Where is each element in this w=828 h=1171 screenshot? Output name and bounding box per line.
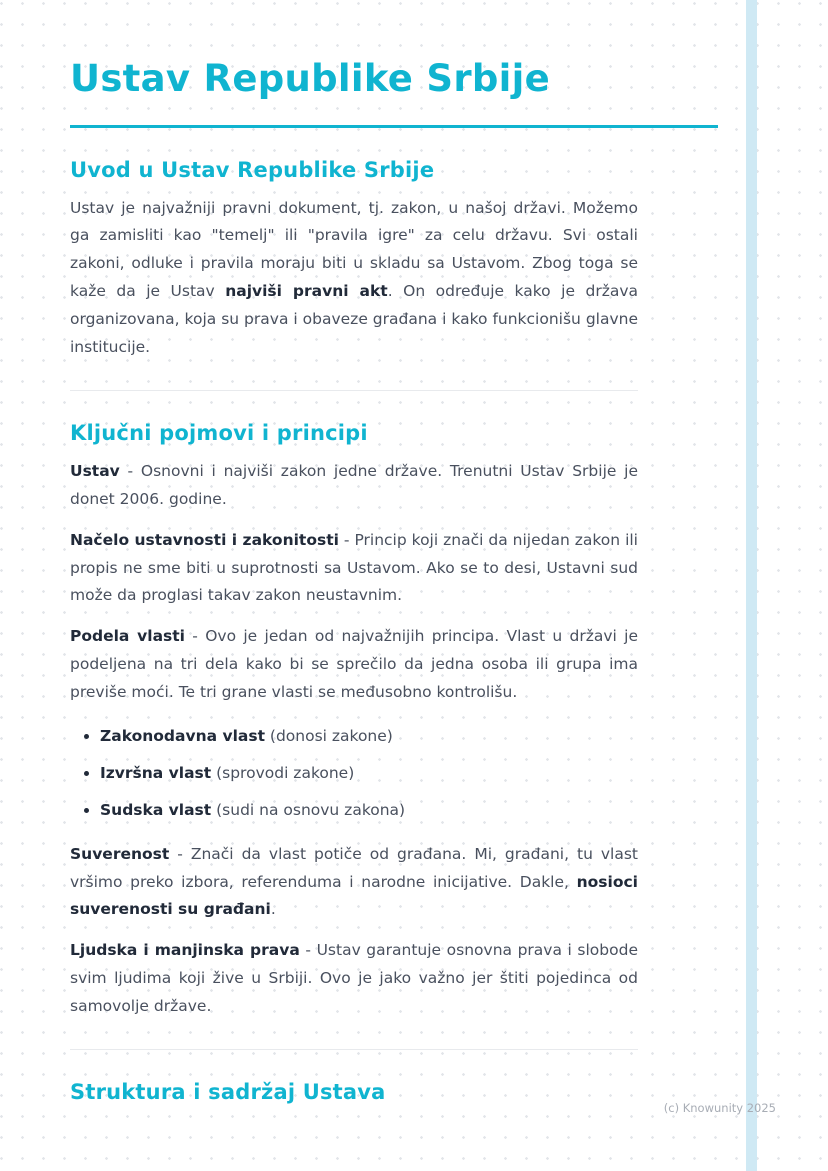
intro-paragraph: [70, 195, 638, 362]
term-bold: Načelo ustavnosti i zakonitosti: [70, 530, 339, 549]
intro-bold-term: najviši pravni akt: [225, 282, 388, 301]
term-text: - Ovo je jedan od najvažnijih principa. Vlast u državi je podeljena na tri dela kako bi se sprečilo da jedna osoba ili grupa ima previše moći. Te tri grane vlasti se međusobno kontrolišu.: [70, 627, 638, 702]
bullet-bold: Sudska vlast: [100, 800, 212, 819]
term-bold: Ljudska i manjinska prava: [70, 941, 300, 960]
term-text: - Znači da vlast potiče od građana. Mi, građani, tu vlast vršimo preko izbora, referenduma i narodne inicijative. Dakle,: [70, 844, 638, 891]
page-title: Ustav Republike Srbije: [70, 57, 551, 100]
section-heading-key-terms: Ključni pojmovi i principi: [70, 420, 368, 445]
section-heading-structure: Struktura i sadržaj Ustava: [70, 1080, 386, 1105]
section-divider: [70, 1049, 638, 1050]
term-paragraph-prava: [70, 937, 638, 1021]
term-paragraph-suverenost: [70, 841, 638, 925]
bullet-bold: Zakonodavna vlast: [100, 727, 265, 746]
footer-credit: (c) Knowunity 2025: [663, 1101, 776, 1115]
term-paragraph-nacelo: [70, 527, 638, 611]
term-text-end: .: [270, 900, 276, 919]
intro-text-1: Ustav je najvažniji pravni dokument, tj. zakon, u našoj državi. Možemo ga zamisliti kao "temelj" ili "pravila igre" za celu državu. Svi ostali zakoni, odluke i pravila moraju biti u skladu sa Ustavom. Zbog toga se kaže da je Ustav: [70, 198, 638, 301]
term-text: - Osnovni i najviši zakon jedne države. Trenutni Ustav Srbije je donet 2006. godine.: [70, 461, 638, 508]
term-bold-inline: nosioci suverenosti su građani: [70, 872, 638, 919]
section-divider: [70, 390, 638, 391]
bullet-item-izvrsna: [100, 760, 638, 788]
bullet-text: (sprovodi zakone): [211, 763, 355, 782]
bullet-list: [70, 723, 638, 825]
bullet-item-sudska: [100, 797, 638, 825]
term-bold: Suverenost: [70, 844, 170, 863]
term-paragraph-ustav: [70, 458, 638, 514]
term-text: - Ustav garantuje osnovna prava i slobode svim ljudima koji žive u Srbiji. Ovo je jako važno jer štiti pojedinca od samovolje države.: [70, 941, 638, 1016]
bullet-item-zakonodavna: [100, 723, 638, 751]
section-heading-intro: Uvod u Ustav Republike Srbije: [70, 157, 435, 182]
term-text: - Princip koji znači da nijedan zakon ili propis ne sme biti u suprotnosti sa Ustavom. Ako se to desi, Ustavni sud može da proglasi takav zakon neustavnim.: [70, 530, 638, 605]
term-bold: Podela vlasti: [70, 627, 185, 646]
title-rule: [70, 125, 718, 128]
bullet-bold: Izvršna vlast: [100, 763, 212, 782]
term-paragraph-podela: [70, 623, 638, 707]
bullet-text: (sudi na osnovu zakona): [211, 800, 406, 819]
term-bold: Ustav: [70, 461, 120, 480]
intro-text-2: . On određuje kako je država organizovana, koja su prava i obaveze građana i kako funkcionišu glavne institucije.: [70, 282, 638, 356]
bullet-text: (donosi zakone): [264, 727, 393, 746]
page-edge-stripe: [746, 0, 757, 1171]
